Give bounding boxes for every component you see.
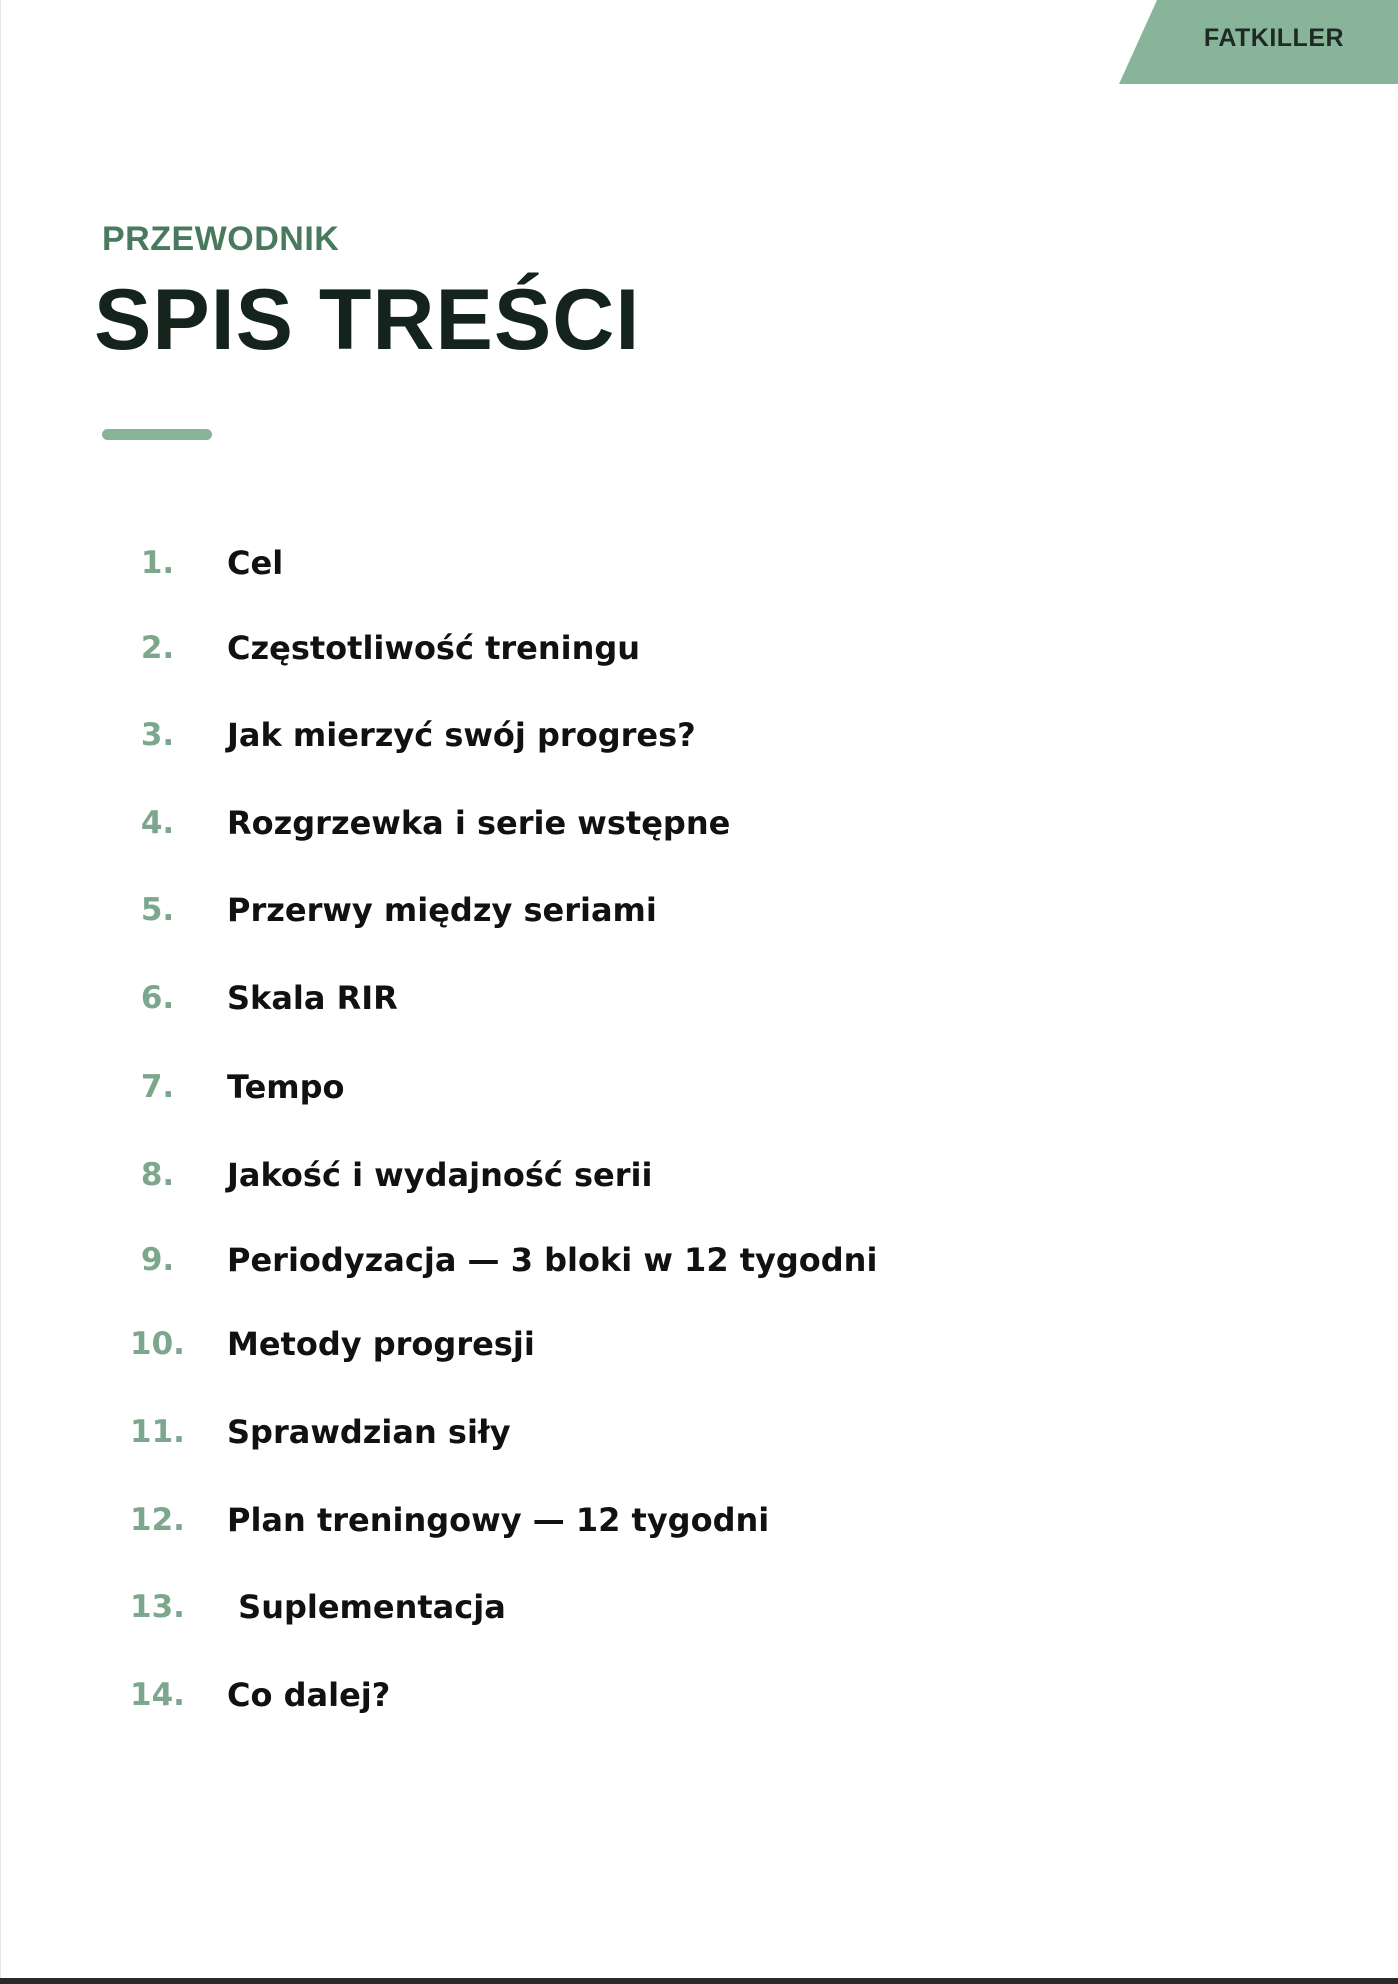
bottom-border <box>0 1978 1398 1984</box>
toc-item-number: 1. <box>140 545 175 581</box>
toc-item-label: Częstotliwość treningu <box>227 629 641 667</box>
toc-item-label: Jakość i wydajność serii <box>227 1156 653 1194</box>
toc-item[interactable] <box>0 1230 1000 1290</box>
toc-item-number: 7. <box>140 1069 175 1105</box>
toc-item-label: Przerwy między seriami <box>227 891 657 929</box>
toc-item[interactable] <box>0 1490 1000 1550</box>
toc-item-label: Sprawdzian siły <box>227 1413 511 1451</box>
page-title: SPIS TREŚCI <box>94 272 641 368</box>
toc-item[interactable] <box>0 1577 1000 1637</box>
toc-item-label: Jak mierzyć swój progres? <box>227 716 696 754</box>
toc-item-number: 8. <box>140 1157 175 1193</box>
toc-item[interactable] <box>0 1057 1000 1117</box>
toc-item[interactable] <box>0 533 1000 593</box>
toc-item-number: 3. <box>140 717 175 753</box>
toc-item-label: Rozgrzewka i serie wstępne <box>227 804 731 842</box>
toc-item-label: Skala RIR <box>227 979 398 1017</box>
toc-item-number: 9. <box>140 1242 175 1278</box>
brand-label: FATKILLER <box>1203 23 1345 52</box>
toc-item-label: Suplementacja <box>227 1588 506 1626</box>
toc-item-number: 4. <box>140 805 175 841</box>
toc-item[interactable] <box>0 1402 1000 1462</box>
toc-item-number: 13. <box>130 1589 185 1625</box>
toc-item-number: 5. <box>140 892 175 928</box>
toc-item[interactable] <box>0 1665 1000 1725</box>
toc-item-number: 6. <box>140 980 175 1016</box>
toc-item[interactable] <box>0 618 1000 678</box>
toc-item[interactable] <box>0 1145 1000 1205</box>
toc-item-number: 14. <box>130 1677 185 1713</box>
toc-item[interactable] <box>0 705 1000 765</box>
toc-item[interactable] <box>0 1314 1000 1374</box>
toc-item-label: Metody progresji <box>227 1325 535 1363</box>
toc-item-number: 12. <box>130 1502 185 1538</box>
toc-item[interactable] <box>0 880 1000 940</box>
toc-item[interactable] <box>0 968 1000 1028</box>
toc-item[interactable] <box>0 793 1000 853</box>
toc-item-label: Plan treningowy — 12 tygodni <box>227 1501 770 1539</box>
section-eyebrow: PRZEWODNIK <box>102 220 340 258</box>
toc-item-label: Periodyzacja — 3 bloki w 12 tygodni <box>227 1241 878 1279</box>
toc-item-number: 10. <box>130 1326 185 1362</box>
toc-item-label: Cel <box>227 544 284 582</box>
toc-item-number: 11. <box>130 1414 185 1450</box>
toc-item-label: Tempo <box>227 1068 345 1106</box>
toc-item-label: Co dalej? <box>227 1676 391 1714</box>
title-underline <box>102 429 212 440</box>
toc-item-number: 2. <box>140 630 175 666</box>
